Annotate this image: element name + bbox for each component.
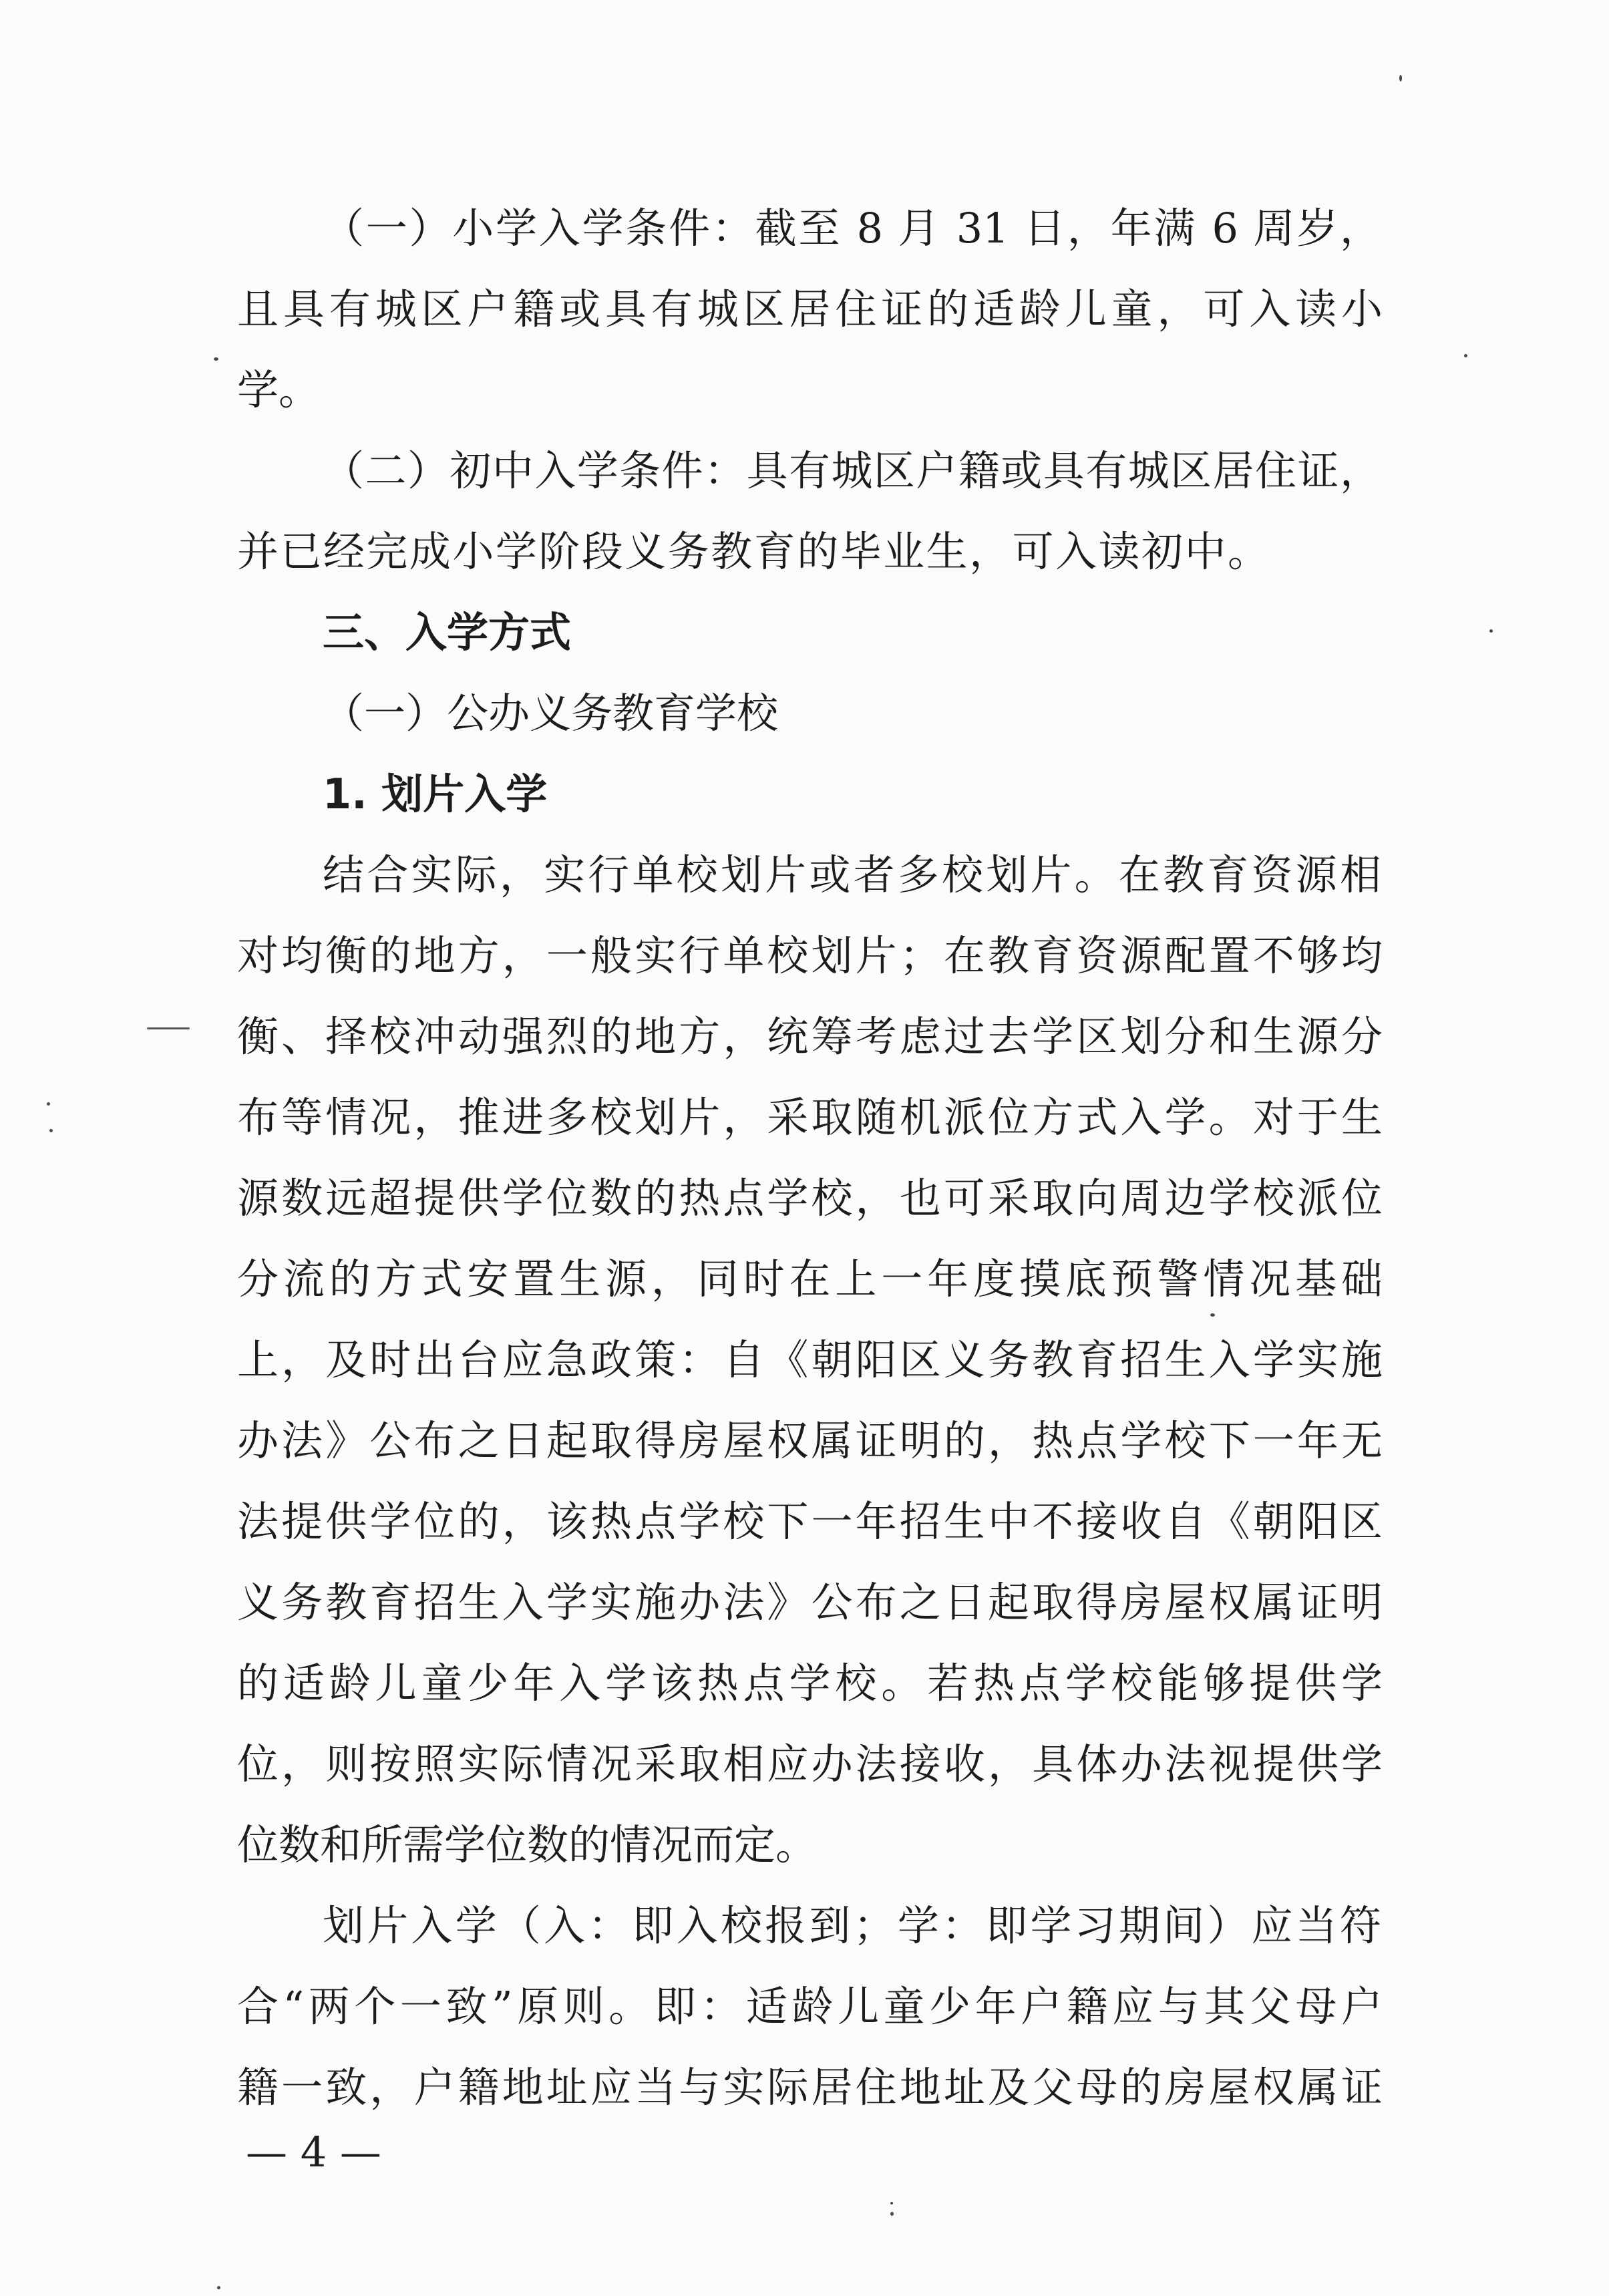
- text-line: 布等情况，推进多校划片，采取随机派位方式入学。对于生: [237, 1093, 1383, 1142]
- scan-speck: [1464, 354, 1467, 357]
- text-line: 学。: [237, 365, 321, 414]
- text-line: 上，及时出台应急政策：自《朝阳区义务教育招生入学实施: [237, 1335, 1383, 1384]
- text-line: 位数和所需学位数的情况而定。: [237, 1820, 818, 1869]
- scan-speck: [214, 357, 218, 361]
- text-line: 且具有城区户籍或具有城区居住证的适龄儿童，可入读小: [237, 285, 1383, 333]
- subsection-heading: （一）公办义务教育学校: [323, 689, 779, 737]
- item-heading: 1. 划片入学: [323, 770, 548, 818]
- scan-speck: [1489, 629, 1493, 633]
- section-heading: 三、入学方式: [323, 608, 572, 657]
- text-line: 源数远超提供学位数的热点学校，也可采取向周边学校派位: [237, 1174, 1383, 1222]
- scan-speck: [147, 1027, 190, 1029]
- scan-speck: [217, 2286, 220, 2289]
- text-line: 办法》公布之日起取得房屋权属证明的，热点学校下一年无: [237, 1416, 1383, 1465]
- scan-speck: [47, 1102, 50, 1106]
- text-line: 划片入学（入：即入校报到；学：即学习期间）应当符: [323, 1901, 1381, 1950]
- text-line: （一）小学入学条件：截至 8 月 31 日，年满 6 周岁，: [323, 204, 1381, 253]
- scan-speck: [890, 2212, 894, 2216]
- text-line: 对均衡的地方，一般实行单校划片；在教育资源配置不够均: [237, 931, 1383, 980]
- text-line: 的适龄儿童少年入学该热点学校。若热点学校能够提供学: [237, 1659, 1383, 1707]
- scan-speck: [1210, 1313, 1215, 1317]
- text-line: 法提供学位的，该热点学校下一年招生中不接收自《朝阳区: [237, 1497, 1383, 1546]
- text-line: 结合实际，实行单校划片或者多校划片。在教育资源相: [323, 850, 1381, 899]
- text-line: 义务教育招生入学实施办法》公布之日起取得房屋权属证明: [237, 1578, 1383, 1627]
- text-line: 位，则按照实际情况采取相应办法接收，具体办法视提供学: [237, 1740, 1383, 1788]
- text-line: 并已经完成小学阶段义务教育的毕业生，可入读初中。: [237, 527, 1269, 576]
- scan-speck: [1399, 75, 1402, 81]
- text-line: 衡、择校冲动强烈的地方，统筹考虑过去学区划分和生源分: [237, 1012, 1383, 1061]
- text-line: （二）初中入学条件：具有城区户籍或具有城区居住证，: [323, 446, 1381, 495]
- scan-speck: [890, 2202, 893, 2204]
- text-line: 合“两个一致”原则。即：适龄儿童少年户籍应与其父母户: [237, 1982, 1383, 2031]
- page-number: — 4 —: [246, 2128, 381, 2176]
- scan-speck: [49, 1129, 53, 1132]
- text-line: 籍一致，户籍地址应当与实际居住地址及父母的房屋权属证: [237, 2063, 1383, 2112]
- text-line: 分流的方式安置生源，同时在上一年度摸底预警情况基础: [237, 1255, 1383, 1303]
